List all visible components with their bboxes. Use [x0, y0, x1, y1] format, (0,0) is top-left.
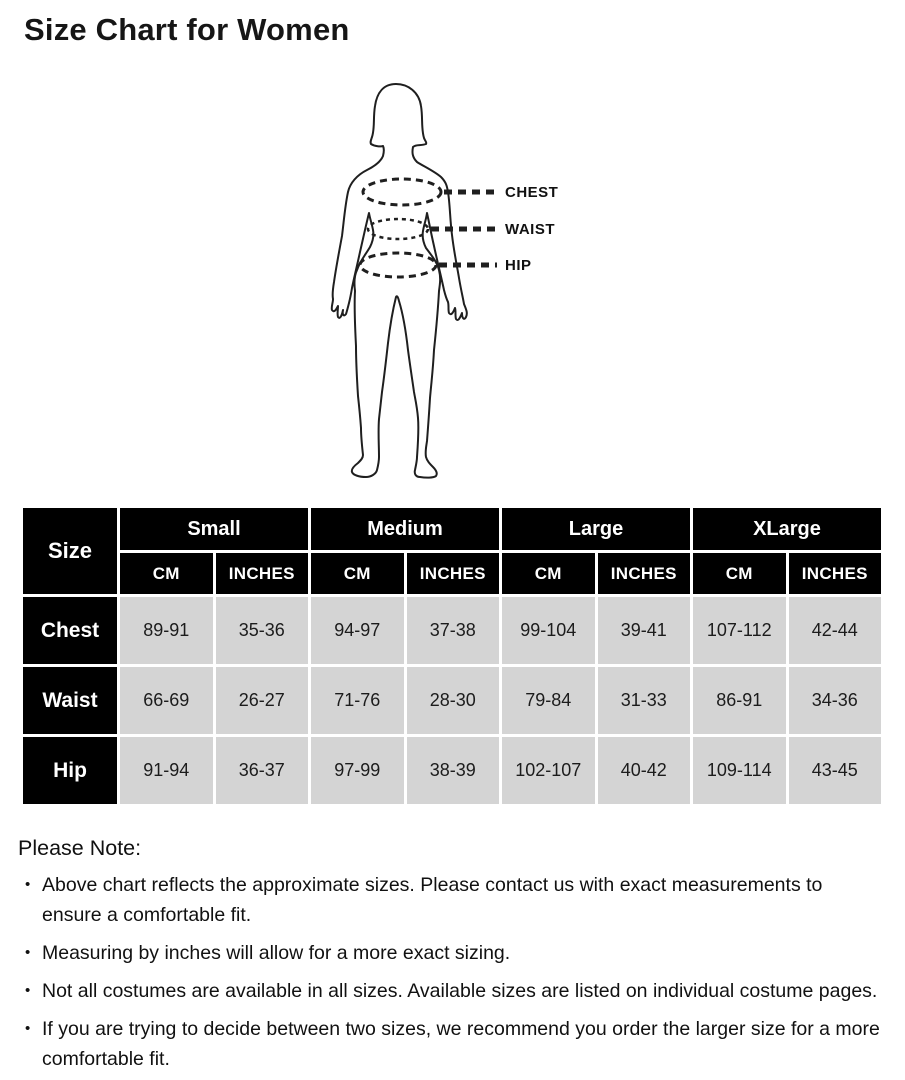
unit-header-inches: INCHES — [789, 553, 882, 594]
cell-chest-small-cm: 89-91 — [120, 597, 213, 664]
bullet-glyph: • — [25, 876, 31, 893]
bullet-glyph: • — [25, 944, 31, 961]
cell-waist-small-inches: 26-27 — [216, 667, 309, 734]
cell-waist-large-inches: 31-33 — [598, 667, 691, 734]
cell-chest-small-inches: 35-36 — [216, 597, 309, 664]
body-measurement-diagram — [300, 80, 600, 480]
note-item — [18, 938, 894, 968]
unit-header-cm: CM — [502, 553, 595, 594]
note-line-continuation: comfortable fit. — [42, 1048, 170, 1070]
table-row-chest — [23, 597, 881, 664]
size-chart-table — [20, 505, 884, 807]
group-header-medium: Medium — [311, 508, 499, 550]
bullet-glyph: • — [25, 1020, 31, 1037]
cell-waist-xlarge-cm: 86-91 — [693, 667, 786, 734]
unit-header-cm: CM — [120, 553, 213, 594]
row-label-hip: Hip — [23, 737, 117, 804]
cell-chest-large-inches: 39-41 — [598, 597, 691, 664]
cell-hip-large-inches: 40-42 — [598, 737, 691, 804]
cell-chest-medium-cm: 94-97 — [311, 597, 404, 664]
cell-waist-xlarge-inches: 34-36 — [789, 667, 882, 734]
note-line: Not all costumes are available in all sizes. Available sizes are listed on individual costume pages. — [42, 980, 878, 1002]
cell-hip-large-cm: 102-107 — [502, 737, 595, 804]
bullet-glyph: • — [25, 982, 31, 999]
group-header-large: Large — [502, 508, 690, 550]
size-group-header-row — [23, 508, 881, 550]
female-silhouette-outline — [332, 84, 467, 478]
hip-label: HIP — [505, 257, 532, 274]
unit-header-row — [23, 553, 881, 594]
note-line: Measuring by inches will allow for a more exact sizing. — [42, 942, 511, 964]
note-item — [18, 976, 894, 1006]
note-line-continuation: ensure a comfortable fit. — [42, 904, 252, 926]
cell-hip-xlarge-cm: 109-114 — [693, 737, 786, 804]
table-row-hip — [23, 737, 881, 804]
cell-chest-large-cm: 99-104 — [502, 597, 595, 664]
row-label-waist: Waist — [23, 667, 117, 734]
unit-header-inches: INCHES — [407, 553, 500, 594]
page-title: Size Chart for Women — [24, 12, 350, 47]
cell-chest-xlarge-cm: 107-112 — [693, 597, 786, 664]
cell-hip-xlarge-inches: 43-45 — [789, 737, 882, 804]
cell-hip-medium-cm: 97-99 — [311, 737, 404, 804]
note-item — [18, 870, 894, 930]
cell-chest-medium-inches: 37-38 — [407, 597, 500, 664]
unit-header-cm: CM — [693, 553, 786, 594]
cell-hip-small-inches: 36-37 — [216, 737, 309, 804]
size-corner-header: Size — [23, 508, 117, 594]
note-item — [18, 1014, 894, 1074]
unit-header-cm: CM — [311, 553, 404, 594]
notes-section — [18, 836, 894, 1080]
unit-header-inches: INCHES — [216, 553, 309, 594]
cell-hip-small-cm: 91-94 — [120, 737, 213, 804]
cell-chest-xlarge-inches: 42-44 — [789, 597, 882, 664]
table-row-waist — [23, 667, 881, 734]
unit-header-inches: INCHES — [598, 553, 691, 594]
waist-label: WAIST — [505, 221, 555, 238]
cell-waist-small-cm: 66-69 — [120, 667, 213, 734]
cell-hip-medium-inches: 38-39 — [407, 737, 500, 804]
group-header-xlarge: XLarge — [693, 508, 881, 550]
notes-heading: Please Note: — [18, 836, 142, 860]
cell-waist-medium-inches: 28-30 — [407, 667, 500, 734]
note-line: Above chart reflects the approximate sizes. Please contact us with exact measurements to — [42, 874, 823, 896]
row-label-chest: Chest — [23, 597, 117, 664]
notes-list — [18, 870, 894, 1074]
cell-waist-medium-cm: 71-76 — [311, 667, 404, 734]
cell-waist-large-cm: 79-84 — [502, 667, 595, 734]
note-line: If you are trying to decide between two sizes, we recommend you order the larger size for a more — [42, 1018, 880, 1040]
group-header-small: Small — [120, 508, 308, 550]
chest-label: CHEST — [505, 184, 559, 201]
